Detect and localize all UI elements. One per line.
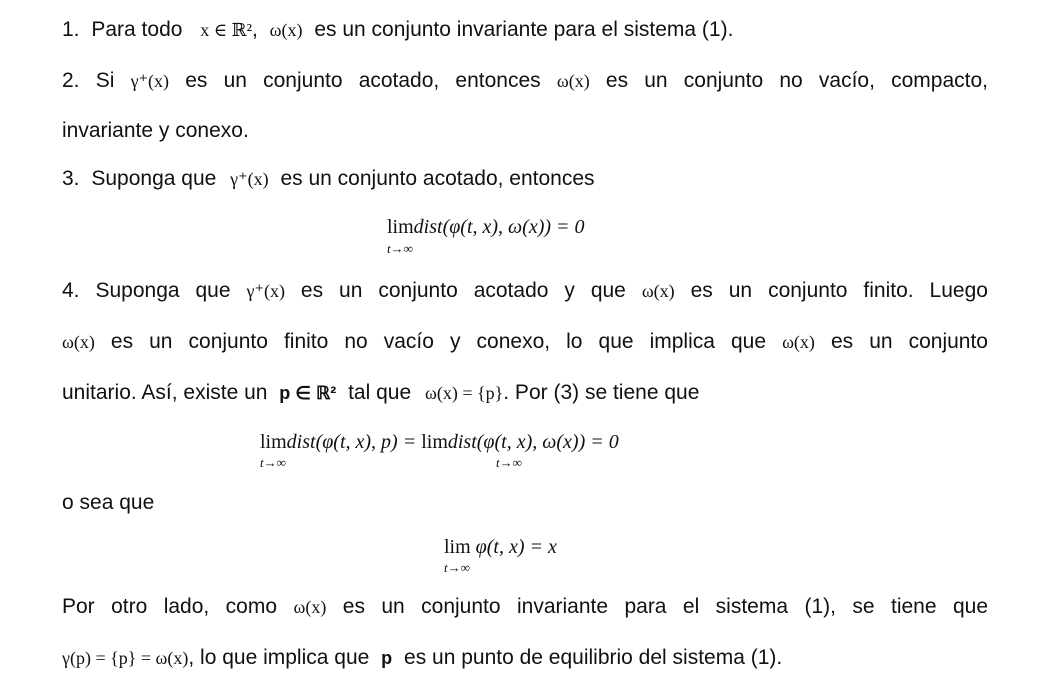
closing-line-2 [62,645,782,671]
math-inline: γ⁺(x) [230,169,269,189]
math-inline: x ∈ ℝ² [200,20,252,40]
item-2-line [62,68,988,94]
item-number: 3. [62,167,80,190]
text: es un conjunto invariante para el sistema (1). [314,18,734,41]
equation-body: dist(φ(t, x), ω(x)) = 0 [413,216,585,238]
text: tal que [348,381,412,404]
text: . Por (3) se tiene que [503,381,700,404]
lim-subscript: t→∞ [496,455,522,470]
math-inline: ω(x) [641,281,675,301]
item-2-continuation: invariante y conexo. [62,119,249,142]
text: es un conjunto no vacío, compacto, [605,69,988,92]
item-number: 1. [62,18,80,41]
text: , [251,18,258,41]
lim-operator: lim [387,216,414,238]
text: es un conjunto invariante para el sistema (1), se tiene que [342,595,988,618]
item-1-line [62,17,733,43]
text: es un conjunto acotado, entonces [280,167,595,190]
closing-line [62,594,988,620]
math-inline: γ⁺(x) [246,281,285,301]
math-inline: ω(x) [269,20,303,40]
text: es un conjunto acotado, entonces [185,69,541,92]
item-number: 2. [62,69,80,92]
text: es un conjunto finito no vacío y conexo, lo que implica que [110,330,767,353]
equation-limit-dist [387,216,585,239]
text: unitario. Así, existe un [62,381,268,404]
lim-subscript: t→∞ [444,560,470,575]
text: Para todo [91,18,183,41]
math-inline: ω(x) [62,332,95,352]
text: Suponga que [95,279,231,302]
equation-body: dist(φ(t, x), p) = [286,431,422,453]
lim-operator: lim [444,536,471,558]
item-4-line [62,278,988,304]
lim-subscript: t→∞ [260,455,286,470]
text: es un conjunto [830,330,988,353]
item-3-line [62,166,595,192]
equation-limit-phi [444,536,557,559]
math-inline: ω(x) [782,332,815,352]
math-inline: ω(x) [293,597,327,617]
math-inline: p ∈ ℝ² [279,383,337,403]
equation-body: φ(t, x) = x [475,536,557,558]
text: Suponga que [91,167,217,190]
text: es un conjunto acotado y que [300,279,626,302]
text: Por otro lado, como [62,595,278,618]
equation-limit-p [260,431,619,454]
lim-operator: lim [260,431,287,453]
o-sea-que: o sea que [62,491,155,514]
text: , lo que implica que [188,646,370,669]
math-inline: ω(x) = {p} [424,383,504,403]
math-inline: p [381,648,393,668]
lim-subscript: t→∞ [387,241,413,256]
math-inline: γ⁺(x) [130,71,170,91]
item-number: 4. [62,279,80,302]
item-4-line-2 [62,329,988,355]
text: Si [95,69,115,92]
text: es un punto de equilibrio del sistema (1). [404,646,783,669]
lim-operator: lim [421,431,448,453]
item-4-line-3 [62,380,699,406]
math-inline: ω(x) [556,71,590,91]
math-inline: γ(p) = {p} = ω(x) [62,648,189,668]
text: es un conjunto finito. Luego [690,279,988,302]
equation-body: dist(φ(t, x), ω(x)) = 0 [447,431,619,453]
